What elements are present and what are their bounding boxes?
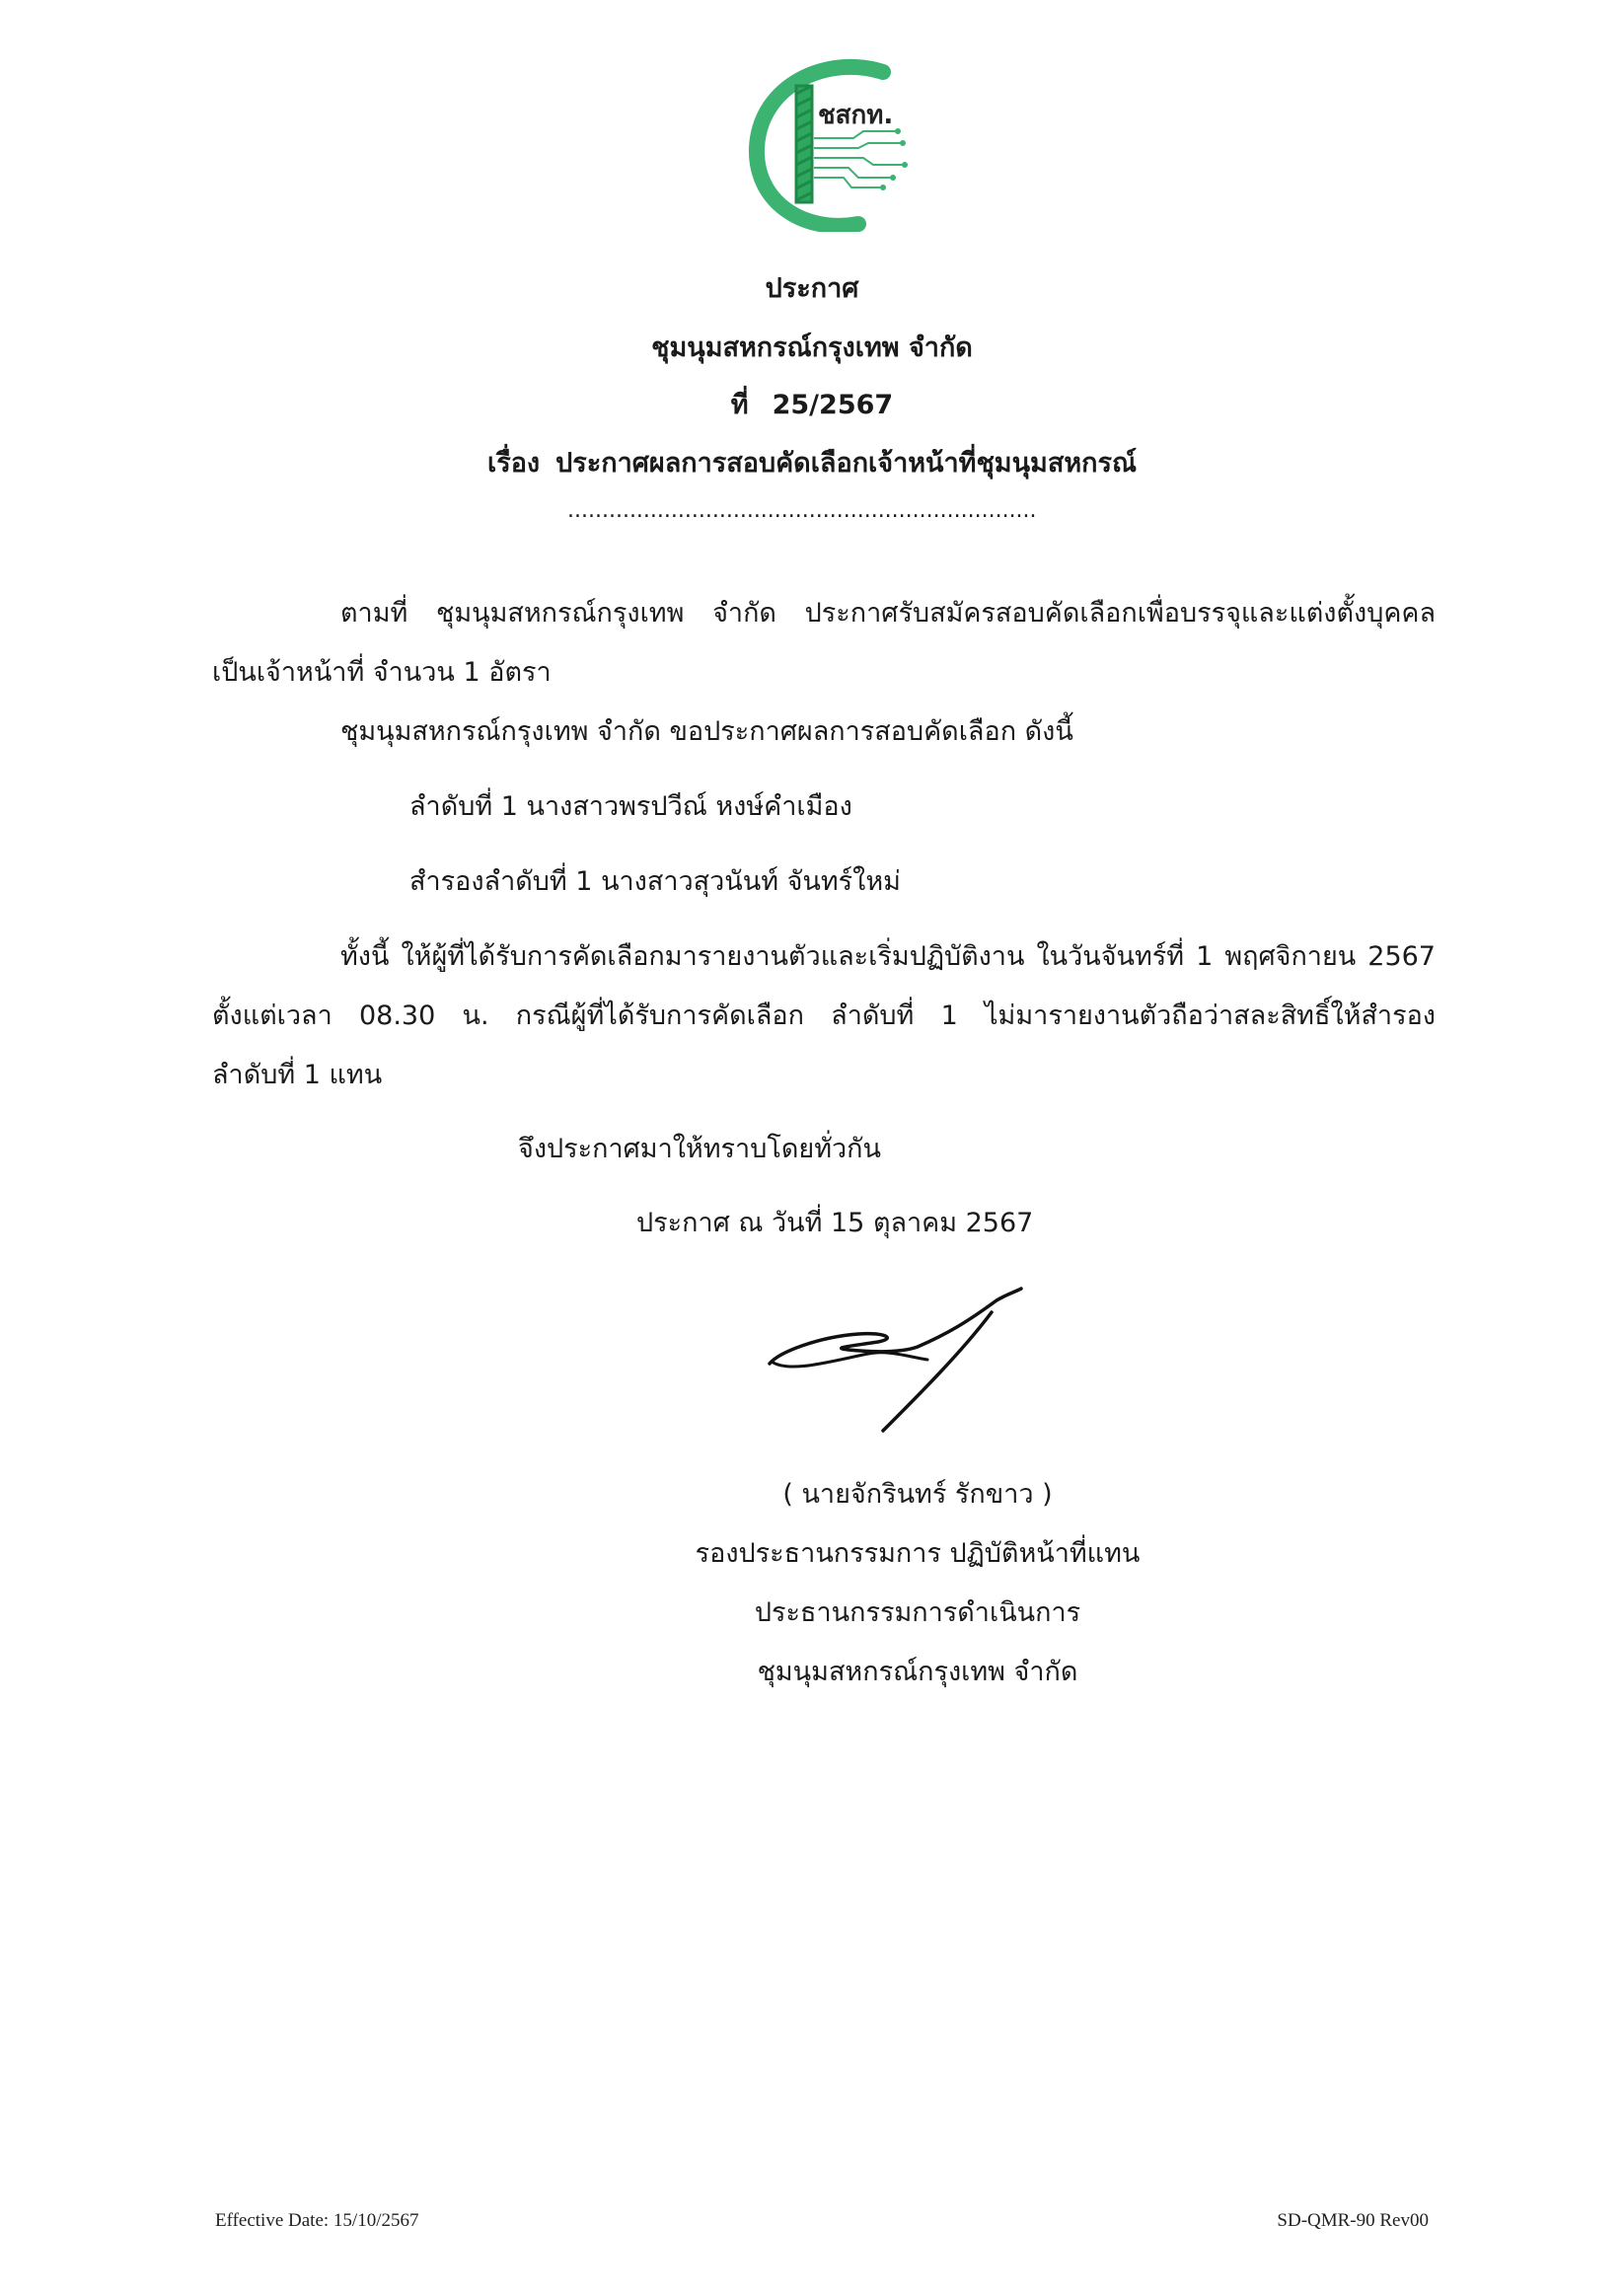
dotted-divider: .................................................................... [567, 498, 1037, 523]
reserve-rank-1: สำรองลำดับที่ 1 นางสาวสุวนันท์ จันทร์ใหม่ [409, 866, 901, 897]
subject-label: เรื่อง [486, 448, 541, 479]
closing-statement: จึงประกาศมาให้ทราบโดยทั่วกัน [518, 1134, 881, 1164]
number-label: ที่ [730, 390, 749, 420]
announcement-date: ประกาศ ณ วันที่ 15 ตุลาคม 2567 [636, 1208, 1034, 1238]
selected-rank-1: ลำดับที่ 1 นางสาวพรปวีณ์ หงษ์คำเมือง [409, 791, 852, 822]
document-title: ประกาศ [765, 273, 859, 304]
document-subject [0, 441, 1624, 483]
paragraph-1-line-2: เป็นเจ้าหน้าที่ จำนวน 1 อัตรา [212, 657, 552, 688]
organization-logo [735, 54, 923, 232]
paragraph-1-line-1: ตามที่ ชุมนุมสหกรณ์กรุงเทพ จำกัด ประกาศรับสมัครสอบคัดเลือกเพื่อบรรจุและแต่งตั้งบุคคล [340, 598, 1436, 629]
signatory-name: ( นายจักรินทร์ รักขาว ) [782, 1479, 1053, 1510]
document-code: SD-QMR-90 Rev00 [1277, 2210, 1429, 2231]
paragraph-3-line-3: ลำดับที่ 1 แทน [212, 1060, 383, 1090]
paragraph-3-line-2: ตั้งแต่เวลา 08.30 น. กรณีผู้ที่ได้รับการคัดเลือก ลำดับที่ 1 ไม่มารายงานตัวถือว่าสละสิทธิ์ให้สำรอง [212, 1000, 1436, 1031]
paragraph-2: ชุมนุมสหกรณ์กรุงเทพ จำกัด ขอประกาศผลการสอบคัดเลือก ดังนี้ [340, 716, 1073, 747]
organization-name: ชุมนุมสหกรณ์กรุงเทพ จำกัด [651, 333, 973, 363]
document-number [0, 383, 1624, 425]
handwritten-signature [760, 1283, 1075, 1441]
paragraph-3-line-1: ทั้งนี้ ให้ผู้ที่ได้รับการคัดเลือกมารายงานตัวและเริ่มปฏิบัติงาน ในวันจันทร์ที่ 1 พฤศจิกายน 2567 [340, 941, 1436, 972]
signatory-organization: ชุมนุมสหกรณ์กรุงเทพ จำกัด [757, 1657, 1078, 1687]
effective-date: Effective Date: 15/10/2567 [215, 2210, 419, 2231]
subject-value: ประกาศผลการสอบคัดเลือกเจ้าหน้าที่ชุมนุมสหกรณ์ [555, 448, 1138, 479]
signatory-block [691, 1465, 1144, 1702]
number-value: 25/2567 [772, 390, 894, 420]
signatory-position-1: รองประธานกรรมการ ปฏิบัติหน้าที่แทน [695, 1538, 1141, 1569]
logo-text: ชสกท. [818, 101, 894, 130]
signatory-position-2: ประธานกรรมการดำเนินการ [754, 1597, 1081, 1628]
